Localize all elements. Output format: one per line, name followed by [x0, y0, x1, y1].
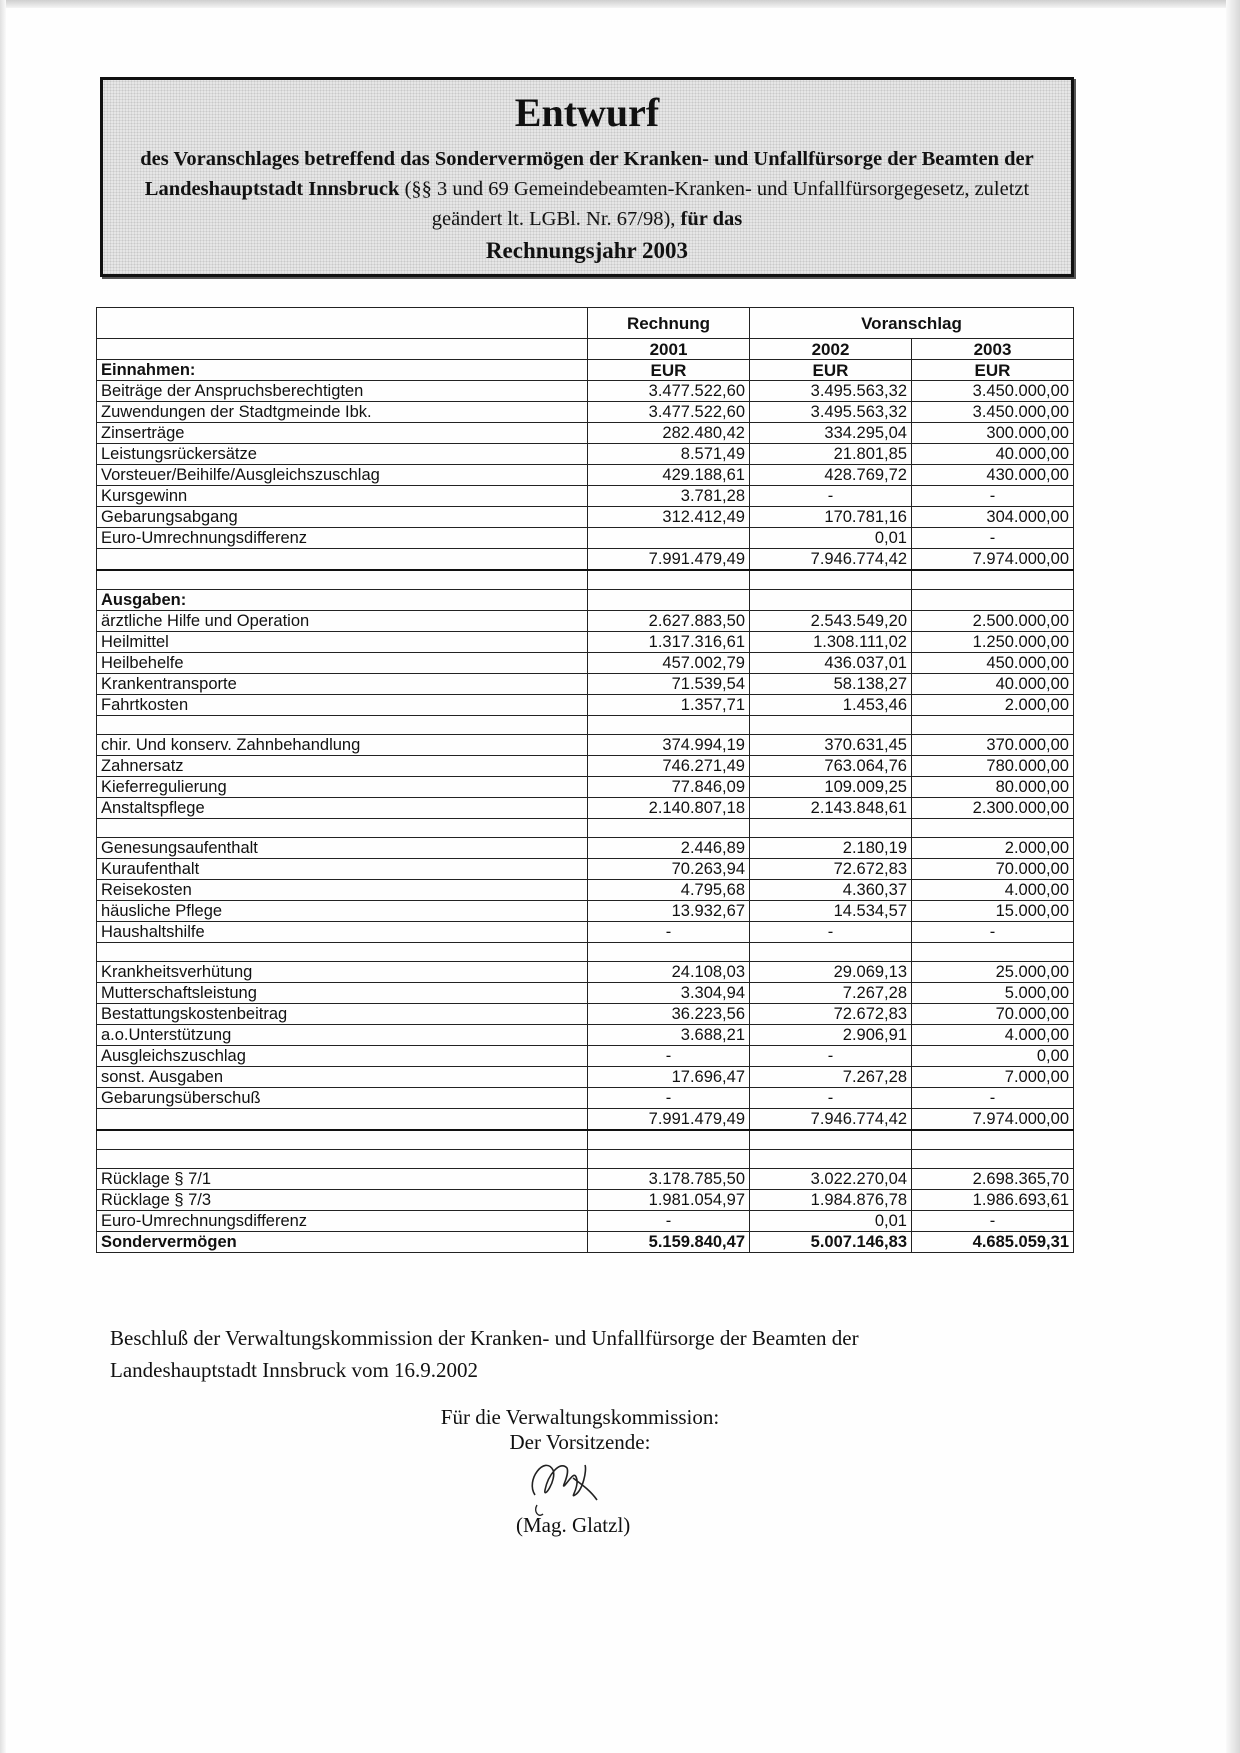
subtitle-bold-tail: für das [680, 208, 743, 230]
table-row [97, 444, 1074, 465]
value-2003: 70.000,00 [912, 1004, 1074, 1025]
value-2001: 17.696,47 [588, 1067, 750, 1088]
value-2003: - [912, 528, 1074, 549]
chair-line: Der Vorsitzende: [509, 1430, 651, 1454]
table-row [97, 528, 1074, 549]
value-2002: 72.672,83 [750, 1004, 912, 1025]
value-2001: 3.781,28 [588, 486, 750, 507]
value-2001: 3.477.522,60 [588, 402, 750, 423]
value-2002: 2.180,19 [750, 838, 912, 859]
table-row [97, 1169, 1074, 1190]
value-2001: 3.688,21 [588, 1025, 750, 1046]
table-row [97, 381, 1074, 402]
value-2002: 7.946.774,42 [750, 549, 912, 571]
value-2003: 2.000,00 [912, 695, 1074, 716]
value-2003: 5.000,00 [912, 983, 1074, 1004]
value-2001: 70.263,94 [588, 859, 750, 880]
value-2001: 1.357,71 [588, 695, 750, 716]
column-year-2003: 2003 [912, 339, 1074, 360]
value-2002: - [750, 922, 912, 943]
subtitle-bold-part: des Voranschlages betreffend das Sondervermögen der Kranken- und Unfallfürsorge der Beamten der Landeshauptstadt Innsbruck [140, 148, 1034, 200]
row-label: Rücklage § 7/3 [97, 1190, 588, 1211]
row-label: Anstaltspflege [97, 798, 588, 819]
row-label: Reisekosten [97, 880, 588, 901]
value-2001: - [588, 1046, 750, 1067]
value-2001: 7.991.479,49 [588, 549, 750, 571]
value-2003: 2.698.365,70 [912, 1169, 1074, 1190]
value-2003: 7.000,00 [912, 1067, 1074, 1088]
table-row [97, 695, 1074, 716]
value-2002: 14.534,57 [750, 901, 912, 922]
empty-cell [97, 819, 588, 838]
budget-table [96, 307, 1074, 1253]
empty-cell [912, 819, 1074, 838]
value-2001: 746.271,49 [588, 756, 750, 777]
empty-cell [750, 590, 912, 611]
row-label: chir. Und konserv. Zahnbehandlung [97, 735, 588, 756]
budget-table-body [97, 308, 1074, 1253]
row-label: Mutterschaftsleistung [97, 983, 588, 1004]
commission-line: Für die Verwaltungskommission: [440, 1405, 720, 1429]
currency-2002: EUR [750, 360, 912, 381]
empty-cell [750, 819, 912, 838]
value-2003: 2.300.000,00 [912, 798, 1074, 819]
commission-decision: Beschluß der Verwaltungskommission der Kranken- und Unfallfürsorge der Beamten der Landeshauptstadt Innsbruck vom 16.9.2002 [110, 1326, 859, 1382]
value-2003: 7.974.000,00 [912, 549, 1074, 571]
row-label: Ausgleichszuschlag [97, 1046, 588, 1067]
table-row [97, 507, 1074, 528]
header-row-currency [97, 360, 1074, 381]
row-label: Krankheitsverhütung [97, 962, 588, 983]
value-2001: 36.223,56 [588, 1004, 750, 1025]
value-2002: 428.769,72 [750, 465, 912, 486]
value-2002: 21.801,85 [750, 444, 912, 465]
scan-edge-left [0, 0, 6, 1753]
value-2002: 0,01 [750, 1211, 912, 1232]
row-label: Gebarungsüberschuß [97, 1088, 588, 1109]
value-2001: 3.178.785,50 [588, 1169, 750, 1190]
header-row-years [97, 339, 1074, 360]
row-label: Heilbehelfe [97, 653, 588, 674]
empty-cell [588, 716, 750, 735]
value-2001: 2.627.883,50 [588, 611, 750, 632]
row-label: Kursgewinn [97, 486, 588, 507]
row-label [97, 549, 588, 571]
empty-cell [97, 943, 588, 962]
row-label: Euro-Umrechnungsdifferenz [97, 1211, 588, 1232]
value-2002: 1.984.876,78 [750, 1190, 912, 1211]
value-2001 [588, 528, 750, 549]
empty-cell [97, 716, 588, 735]
empty-cell [588, 1150, 750, 1169]
value-2003: 15.000,00 [912, 901, 1074, 922]
value-2002: 29.069,13 [750, 962, 912, 983]
row-label: Heilmittel [97, 632, 588, 653]
value-2003: 304.000,00 [912, 507, 1074, 528]
empty-cell [912, 943, 1074, 962]
currency-2001: EUR [588, 360, 750, 381]
empty-cell [912, 1130, 1074, 1150]
value-2002: 0,01 [750, 528, 912, 549]
handwritten-signature [515, 1450, 615, 1520]
empty-cell [912, 716, 1074, 735]
value-2003: 430.000,00 [912, 465, 1074, 486]
value-2002: 72.672,83 [750, 859, 912, 880]
table-row [97, 901, 1074, 922]
row-label: sonst. Ausgaben [97, 1067, 588, 1088]
table-row [97, 798, 1074, 819]
value-2003: 4.000,00 [912, 880, 1074, 901]
row-label: häusliche Pflege [97, 901, 588, 922]
row-label: Krankentransporte [97, 674, 588, 695]
value-2003: 370.000,00 [912, 735, 1074, 756]
value-2002: 170.781,16 [750, 507, 912, 528]
row-label: Beiträge der Anspruchsberechtigten [97, 381, 588, 402]
value-2001: 429.188,61 [588, 465, 750, 486]
value-2003: 2.000,00 [912, 838, 1074, 859]
value-2002: 1.453,46 [750, 695, 912, 716]
value-2003: - [912, 1088, 1074, 1109]
sondervermoegen-row [97, 1232, 1074, 1253]
table-row [97, 735, 1074, 756]
value-2003: 25.000,00 [912, 962, 1074, 983]
value-2003: - [912, 922, 1074, 943]
spacer-row [97, 1130, 1074, 1150]
value-2001: 374.994,19 [588, 735, 750, 756]
row-label: Gebarungsabgang [97, 507, 588, 528]
spacer-row [97, 819, 1074, 838]
table-row [97, 838, 1074, 859]
value-2003: 4.000,00 [912, 1025, 1074, 1046]
table-row [97, 674, 1074, 695]
value-2003: 40.000,00 [912, 444, 1074, 465]
value-2003: 300.000,00 [912, 423, 1074, 444]
currency-2003: EUR [912, 360, 1074, 381]
value-2003: - [912, 1211, 1074, 1232]
value-2002: - [750, 486, 912, 507]
value-2002: 58.138,27 [750, 674, 912, 695]
value-2002: 370.631,45 [750, 735, 912, 756]
document-subtitle [103, 144, 1071, 234]
row-label: Rücklage § 7/1 [97, 1169, 588, 1190]
value-2001: 13.932,67 [588, 901, 750, 922]
value-2001: 282.480,42 [588, 423, 750, 444]
document-header [100, 77, 1074, 277]
value-2002: 7.946.774,42 [750, 1109, 912, 1131]
section-title-einnahmen: Einnahmen: [97, 360, 588, 381]
value-2001: 457.002,79 [588, 653, 750, 674]
value-2002: 3.495.563,32 [750, 402, 912, 423]
table-row [97, 423, 1074, 444]
row-label: Zuwendungen der Stadtgmeinde Ibk. [97, 402, 588, 423]
scan-edge-right [1226, 0, 1240, 1753]
value-2001: - [588, 1211, 750, 1232]
empty-cell [750, 570, 912, 590]
empty-cell [97, 570, 588, 590]
value-2001: 2.446,89 [588, 838, 750, 859]
einnahmen-total-row [97, 549, 1074, 571]
value-2001: 312.412,49 [588, 507, 750, 528]
value-2001: 24.108,03 [588, 962, 750, 983]
spacer-row [97, 1150, 1074, 1169]
row-label: Haushaltshilfe [97, 922, 588, 943]
row-label: a.o.Unterstützung [97, 1025, 588, 1046]
spacer-row [97, 716, 1074, 735]
table-row [97, 486, 1074, 507]
value-2003: 3.450.000,00 [912, 381, 1074, 402]
empty-cell [912, 570, 1074, 590]
value-2001: 71.539,54 [588, 674, 750, 695]
row-label: Fahrtkosten [97, 695, 588, 716]
value-2003: 450.000,00 [912, 653, 1074, 674]
value-2001: 1.981.054,97 [588, 1190, 750, 1211]
value-2003: 2.500.000,00 [912, 611, 1074, 632]
table-row [97, 1067, 1074, 1088]
value-2002: 7.267,28 [750, 983, 912, 1004]
table-row [97, 402, 1074, 423]
value-2003: 3.450.000,00 [912, 402, 1074, 423]
table-row [97, 1025, 1074, 1046]
value-2003: - [912, 486, 1074, 507]
empty-cell [588, 819, 750, 838]
empty-cell [97, 1130, 588, 1150]
empty-cell [750, 1130, 912, 1150]
empty-cell [750, 1150, 912, 1169]
value-2003: 4.685.059,31 [912, 1232, 1074, 1253]
table-row [97, 632, 1074, 653]
value-2001: 3.304,94 [588, 983, 750, 1004]
row-label [97, 1109, 588, 1131]
table-row [97, 1190, 1074, 1211]
table-row [97, 465, 1074, 486]
value-2002: 436.037,01 [750, 653, 912, 674]
row-label: Leistungsrückersätze [97, 444, 588, 465]
value-2001: 77.846,09 [588, 777, 750, 798]
table-row [97, 653, 1074, 674]
value-2002: 3.022.270,04 [750, 1169, 912, 1190]
value-2002: 3.495.563,32 [750, 381, 912, 402]
column-year-2002: 2002 [750, 339, 912, 360]
empty-cell [750, 943, 912, 962]
value-2003: 7.974.000,00 [912, 1109, 1074, 1131]
column-group-rechnung: Rechnung [588, 308, 750, 339]
table-row [97, 983, 1074, 1004]
table-row [97, 777, 1074, 798]
header-empty-cell [97, 339, 588, 360]
spacer-row [97, 570, 1074, 590]
table-row [97, 859, 1074, 880]
row-label: Kuraufenthalt [97, 859, 588, 880]
header-empty-cell [97, 308, 588, 339]
row-label: Vorsteuer/Beihilfe/Ausgleichszuschlag [97, 465, 588, 486]
value-2002: 5.007.146,83 [750, 1232, 912, 1253]
row-label: Kieferregulierung [97, 777, 588, 798]
table-row [97, 611, 1074, 632]
value-2003: 70.000,00 [912, 859, 1074, 880]
value-2002: 7.267,28 [750, 1067, 912, 1088]
scan-edge-top [0, 0, 1240, 8]
empty-cell [912, 590, 1074, 611]
page-title: Entwurf [514, 90, 660, 135]
value-2002: 4.360,37 [750, 880, 912, 901]
table-row [97, 1211, 1074, 1232]
value-2001: 3.477.522,60 [588, 381, 750, 402]
value-2001: - [588, 1088, 750, 1109]
subtitle-law-reference: (§§ 3 und 69 Gemeindebeamten-Kranken- und Unfallfürsorgegesetz, zuletzt geändert lt. LGBl. Nr. 67/98), [399, 178, 1030, 230]
value-2003: 80.000,00 [912, 777, 1074, 798]
table-row [97, 1088, 1074, 1109]
value-2003: 40.000,00 [912, 674, 1074, 695]
section-title-ausgaben [97, 590, 1074, 611]
column-year-2001: 2001 [588, 339, 750, 360]
row-label: Zahnersatz [97, 756, 588, 777]
value-2001: 1.317.316,61 [588, 632, 750, 653]
table-row [97, 880, 1074, 901]
section-title: Ausgaben: [97, 590, 588, 611]
ausgaben-total-row [97, 1109, 1074, 1131]
header-row-groups [97, 308, 1074, 339]
value-2003: 0,00 [912, 1046, 1074, 1067]
table-row [97, 1004, 1074, 1025]
table-row [97, 1046, 1074, 1067]
value-2003: 780.000,00 [912, 756, 1074, 777]
empty-cell [912, 1150, 1074, 1169]
value-2002: - [750, 1046, 912, 1067]
row-label: Sondervermögen [97, 1232, 588, 1253]
value-2001: 2.140.807,18 [588, 798, 750, 819]
empty-cell [588, 943, 750, 962]
value-2003: 1.250.000,00 [912, 632, 1074, 653]
value-2001: 5.159.840,47 [588, 1232, 750, 1253]
column-group-voranschlag: Voranschlag [750, 308, 1074, 339]
value-2002: 2.906,91 [750, 1025, 912, 1046]
table-row [97, 922, 1074, 943]
value-2002: 109.009,25 [750, 777, 912, 798]
fiscal-year-line: Rechnungsjahr 2003 [485, 238, 689, 263]
empty-cell [588, 570, 750, 590]
row-label: Genesungsaufenthalt [97, 838, 588, 859]
signature-block [400, 1405, 760, 1455]
empty-cell [588, 590, 750, 611]
row-label: ärztliche Hilfe und Operation [97, 611, 588, 632]
value-2001: 7.991.479,49 [588, 1109, 750, 1131]
spacer-row [97, 943, 1074, 962]
table-row [97, 756, 1074, 777]
empty-cell [750, 716, 912, 735]
value-2001: 8.571,49 [588, 444, 750, 465]
value-2001: - [588, 922, 750, 943]
value-2002: 2.143.848,61 [750, 798, 912, 819]
value-2001: 4.795,68 [588, 880, 750, 901]
value-2002: 1.308.111,02 [750, 632, 912, 653]
row-label: Zinserträge [97, 423, 588, 444]
table-row [97, 962, 1074, 983]
value-2003: 1.986.693,61 [912, 1190, 1074, 1211]
row-label: Euro-Umrechnungsdifferenz [97, 528, 588, 549]
value-2002: 763.064,76 [750, 756, 912, 777]
empty-cell [97, 1150, 588, 1169]
empty-cell [588, 1130, 750, 1150]
value-2002: - [750, 1088, 912, 1109]
signer-name: (Mag. Glatzl) [516, 1513, 631, 1537]
row-label: Bestattungskostenbeitrag [97, 1004, 588, 1025]
value-2002: 334.295,04 [750, 423, 912, 444]
value-2002: 2.543.549,20 [750, 611, 912, 632]
